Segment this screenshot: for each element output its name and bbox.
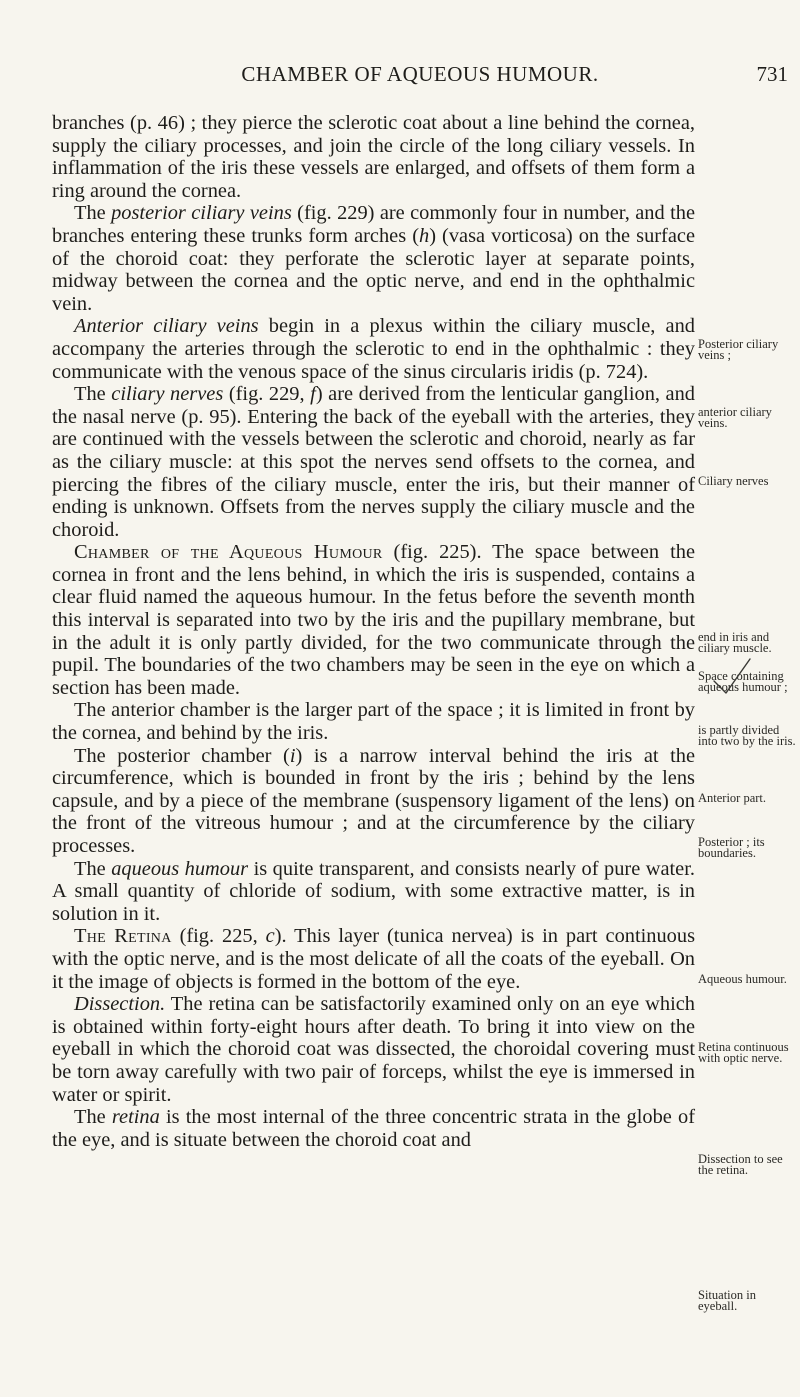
paragraph-p11 [52,1106,695,1151]
text-run: The Retina [74,925,172,948]
text-run: i [289,744,296,767]
text-run: branches (p. 46) ; they pierce the sclerotic coat about a line behind the cornea, supply the ciliary processes, and join the circle of the long ciliary vessels. In inflammation of the iris these vessels are enlarged, and offsets of them form a ring around the cornea. [52,112,695,202]
text-run: posterior ciliary veins [111,202,292,225]
pencil-check-mark [710,655,754,699]
margin-note: Retina continuous with optic nerve. [698,1040,789,1065]
text-run: is the most internal of the three concentric strata in the globe of the eye, and is situate between the choroid coat and [52,1106,695,1151]
margin-note: end in iris and ciliary muscle. [698,630,772,655]
running-title: CHAMBER OF AQUEOUS HUMOUR. [241,62,599,86]
text-run: The posterior chamber ( [74,744,290,767]
text-run: is quite transparent, and consists nearly of pure water. A small quantity of chloride of sodium, with some extractive matter, is in solution in it. [52,857,695,925]
text-run: retina [111,1106,160,1129]
paragraph-p2 [52,202,695,315]
text-run: ciliary nerves [111,383,224,406]
body-text [52,112,695,1151]
margin-note: is partly divided into two by the iris. [698,723,796,748]
paragraph-p3 [52,315,695,383]
text-run: Dissection. [74,993,166,1016]
text-run: f [310,383,316,406]
margin-note: Posterior ciliary veins ; [698,337,779,362]
text-run: c [265,925,275,948]
text-run: ) is a narrow interval behind the iris at the circumference, which is bounded in front by the iris ; behind by the lens capsule, and by a piece of the membrane (suspensory ligament of the lens) on the front of the vitreous humour ; and at the circumference by the ciliary processes. [52,744,696,857]
text-run: The [74,1106,112,1129]
text-run: The [74,383,112,406]
margin-note: Dissection to see the retina. [698,1152,783,1177]
margin-note: Posterior ; its boundaries. [698,835,765,860]
text-run: begin in a plexus within the ciliary muscle, and accompany the arteries through the sclerotic to end in the ophthalmic : they communicate with the venous space of the sinus circularis iridis (p. 724). [52,315,695,383]
text-run: (fig. 229) are commonly four in number, and the branches entering these trunks form arches ( [52,202,695,247]
paragraph-p5 [52,541,695,699]
paragraph-p9 [52,925,695,993]
paragraph-p7 [52,745,695,858]
text-run: (fig. 229, [223,383,311,406]
text-run: The [74,857,112,880]
text-run: ). This layer (tunica nervea) is in part continuous with the optic nerve, and is the most delicate of all the coats of the eyeball. On it the image of objects is formed in the bottom of the eye. [52,925,696,993]
text-run: The [74,202,112,225]
paragraph-p1 [52,112,695,202]
text-run: The retina can be satisfactorily examined only on an eye which is obtained within forty-eight hours after death. To bring it into view on the eyeball in which the choroid coat was dissected, the choroidal covering must be torn away carefully with two pair of forceps, whilst the eye is immersed in water or spirit. [52,993,695,1106]
text-run: h [419,224,430,247]
text-run: (fig. 225). The space between the cornea in front and the lens behind, in which the iris is suspended, contains a clear fluid named the aqueous humour. In the fetus before the seventh month this interval is separated into two by the iris and the pupillary membrane, but in the adult it is only partly divided, for the two communicate through the pupil. The boundaries of the two chambers may be seen in the eye on which a section has been made. [52,541,695,699]
text-run: The anterior chamber is the larger part of the space ; it is limited in front by the cornea, and behind by the iris. [52,699,695,745]
margin-note: Aqueous humour. [698,972,787,986]
text-run: (fig. 225, [171,925,266,948]
paragraph-p4 [52,383,695,541]
text-run: Anterior ciliary veins [74,315,259,338]
margin-note: Space containing aqueous humour ; [698,669,788,694]
text-run: ) (vasa vorticosa) on the surface of the choroid coat: they perforate the sclerotic layer at separate points, midway between the cornea and the optic nerve, and end in the ophthalmic vein. [52,224,696,315]
margin-note: anterior ciliary veins. [698,405,772,430]
running-head [52,62,788,90]
text-run: Chamber of the Aqueous Humour [74,541,383,564]
margin-note: Ciliary nerves [698,474,769,488]
paragraph-p6 [52,699,695,744]
text-run: aqueous humour [111,857,249,880]
paragraph-p10 [52,993,695,1106]
margin-note: Anterior part. [698,791,767,805]
paragraph-p8 [52,858,695,926]
margin-note: Situation in eyeball. [698,1288,756,1313]
text-run: ) are derived from the lenticular ganglion, and the nasal nerve (p. 95). Entering the back of the eyeball with the arteries, they are continued with the vessels between the sclerotic and choroid, nearly as far as the ciliary muscle: at this spot the nerves send offsets to the cornea, and piercing the fibres of the ciliary muscle, enter the iris, but their manner of ending is unknown. Offsets from the nerves supply the ciliary muscle and the choroid. [52,383,695,541]
page-number: 731 [756,62,788,86]
